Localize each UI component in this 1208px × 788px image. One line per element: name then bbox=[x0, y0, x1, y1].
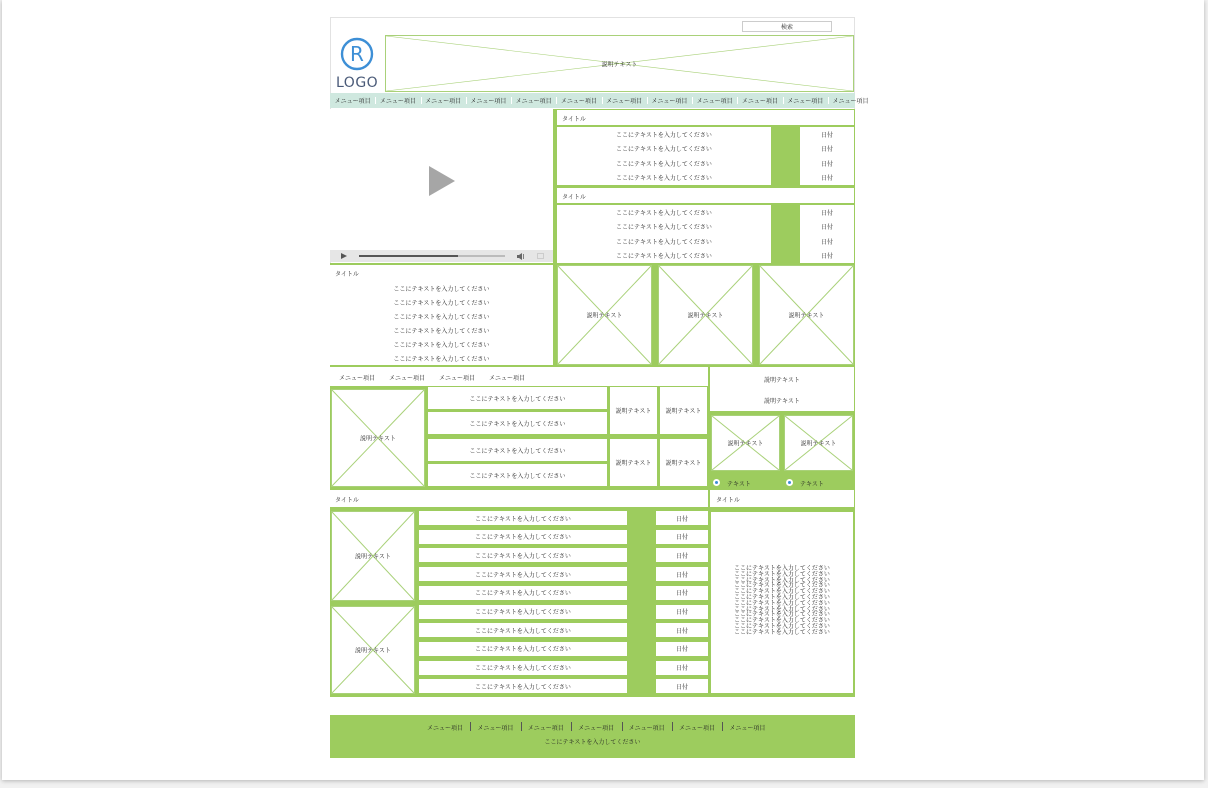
thumbnail-image bbox=[557, 265, 652, 365]
footer-menu-item[interactable]: メニュー項目 bbox=[729, 725, 766, 732]
table-title-bar bbox=[330, 490, 708, 507]
table-row-date bbox=[656, 642, 708, 656]
video-controls bbox=[330, 250, 553, 262]
menu-divider bbox=[692, 97, 693, 104]
table-row-date-text: 日付 bbox=[675, 571, 688, 579]
news-item-link[interactable]: ここにテキストを入力してください bbox=[616, 174, 712, 182]
table-title: タイトル bbox=[335, 497, 359, 504]
thumbnail-image-label: 説明テキスト bbox=[687, 312, 724, 320]
table-row-date-text: 日付 bbox=[675, 534, 688, 542]
footer-text: ここにテキストを入力してください bbox=[544, 739, 641, 746]
footer-divider bbox=[521, 722, 522, 731]
table-row-link[interactable] bbox=[419, 623, 627, 637]
top-menu-item[interactable]: メニュー項目 bbox=[425, 98, 462, 105]
menu-divider bbox=[828, 97, 829, 104]
menu-divider bbox=[375, 97, 376, 104]
footer-divider bbox=[722, 722, 723, 731]
info-row-2: 説明テキスト bbox=[764, 398, 800, 405]
text-list-1 bbox=[330, 265, 553, 365]
news-item-date: 日付 bbox=[820, 224, 833, 232]
table-row-link[interactable] bbox=[419, 642, 627, 656]
mid-text-row-label: ここにテキストを入力してください bbox=[469, 447, 566, 455]
side-box-line: ここにテキストを入力してください bbox=[734, 611, 830, 619]
video-seek-bar[interactable] bbox=[359, 255, 505, 257]
radio-label: テキスト bbox=[800, 481, 824, 488]
banner-image bbox=[385, 35, 854, 92]
table-row-date-text: 日付 bbox=[675, 590, 688, 598]
footer-menu-item[interactable]: メニュー項目 bbox=[628, 725, 665, 732]
logo[interactable] bbox=[334, 36, 386, 91]
table-row-text: ここにテキストを入力してください bbox=[475, 609, 571, 616]
table-row-date bbox=[656, 586, 708, 600]
mid-text-row[interactable] bbox=[428, 439, 607, 461]
mid-text-row-label: ここにテキストを入力してください bbox=[469, 472, 566, 480]
news-item-link[interactable]: ここにテキストを入力してください bbox=[616, 160, 712, 168]
table-row-date-text: 日付 bbox=[675, 515, 688, 523]
search-label: 検索 bbox=[780, 24, 793, 31]
table-row-date bbox=[656, 548, 708, 562]
news-item-link[interactable]: ここにテキストを入力してください bbox=[616, 252, 712, 260]
thumbnail-image bbox=[759, 265, 854, 365]
radio-option[interactable] bbox=[713, 478, 773, 487]
footer-menu-item[interactable]: メニュー項目 bbox=[578, 725, 615, 732]
thumbnail-image-label: 説明テキスト bbox=[586, 312, 623, 320]
menu-divider bbox=[647, 97, 648, 104]
footer-menu-item[interactable]: メニュー項目 bbox=[678, 725, 715, 732]
table-row-date bbox=[656, 623, 708, 637]
table-image bbox=[331, 606, 415, 694]
table-image bbox=[331, 511, 415, 601]
side-box-title: タイトル bbox=[716, 497, 740, 504]
side-box-line: ここにテキストを入力してください bbox=[734, 576, 830, 584]
table-row-text: ここにテキストを入力してください bbox=[475, 515, 571, 523]
mid-text-row[interactable] bbox=[428, 387, 607, 409]
table-row-link[interactable] bbox=[419, 530, 627, 544]
top-menu-item[interactable]: メニュー項目 bbox=[741, 98, 778, 105]
table-row-link[interactable] bbox=[419, 661, 627, 675]
footer-menu-item[interactable]: メニュー項目 bbox=[527, 725, 564, 732]
video-player[interactable] bbox=[330, 109, 553, 262]
news-list-2 bbox=[557, 188, 854, 263]
footer-menu-item[interactable]: メニュー項目 bbox=[426, 725, 463, 732]
top-menu-item[interactable]: メニュー項目 bbox=[560, 98, 597, 105]
table-row-link[interactable] bbox=[419, 511, 627, 525]
mid-cell-label: 説明テキスト bbox=[665, 460, 702, 467]
list-item-link[interactable]: ここにテキストを入力してください bbox=[393, 356, 490, 363]
list-item-link[interactable]: ここにテキストを入力してください bbox=[393, 342, 490, 349]
side-title-bar bbox=[710, 490, 854, 507]
list-item-link[interactable]: ここにテキストを入力してください bbox=[393, 300, 490, 307]
thumbnail-image bbox=[658, 265, 753, 365]
side-box-line: ここにテキストを入力してください bbox=[734, 605, 830, 613]
mid-cell[interactable] bbox=[610, 387, 657, 434]
footer-divider bbox=[622, 722, 623, 731]
table-row-text: ここにテキストを入力してください bbox=[475, 683, 571, 691]
volume-icon[interactable] bbox=[517, 253, 526, 260]
mid-cell-label: 説明テキスト bbox=[665, 408, 702, 415]
table-row-date-text: 日付 bbox=[675, 552, 688, 560]
table-row-date bbox=[656, 530, 708, 544]
sub-nav-menu bbox=[330, 367, 708, 386]
news-item-date: 日付 bbox=[820, 132, 833, 139]
radio-button[interactable] bbox=[713, 479, 720, 486]
news-item-link[interactable]: ここにテキストを入力してください bbox=[616, 132, 712, 139]
table-row-text: ここにテキストを入力してください bbox=[475, 590, 571, 598]
top-menu-item[interactable]: メニュー項目 bbox=[470, 98, 507, 105]
table-row-date-text: 日付 bbox=[675, 609, 688, 616]
menu-divider bbox=[421, 97, 422, 104]
mid-text-row[interactable] bbox=[428, 412, 607, 434]
table-row-link[interactable] bbox=[419, 548, 627, 562]
news-item-date: 日付 bbox=[820, 252, 833, 260]
side-box-line: ここにテキストを入力してください bbox=[734, 623, 830, 630]
table-row-date bbox=[656, 679, 708, 693]
side-image bbox=[784, 415, 853, 471]
menu-divider bbox=[556, 97, 557, 104]
footer-spacer bbox=[330, 697, 855, 715]
top-menu-item[interactable]: メニュー項目 bbox=[379, 98, 416, 105]
news-item-date: 日付 bbox=[820, 210, 833, 217]
list-item-link[interactable]: ここにテキストを入力してください bbox=[393, 328, 490, 335]
mid-text-row[interactable] bbox=[428, 464, 607, 486]
fullscreen-icon[interactable] bbox=[537, 253, 544, 259]
mid-text-row-label: ここにテキストを入力してください bbox=[469, 420, 566, 428]
news-item-date: 日付 bbox=[820, 174, 833, 182]
top-menu-item[interactable]: メニュー項目 bbox=[651, 98, 688, 105]
table-row-text: ここにテキストを入力してください bbox=[475, 571, 571, 579]
list-item-link[interactable]: ここにテキストを入力してください bbox=[393, 286, 490, 293]
menu-divider bbox=[602, 97, 603, 104]
side-image bbox=[711, 415, 780, 471]
news-item-link[interactable]: ここにテキストを入力してください bbox=[616, 146, 712, 154]
side-box-line: ここにテキストを入力してください bbox=[734, 617, 830, 625]
side-box-line: ここにテキストを入力してください bbox=[734, 565, 830, 572]
side-box-line: ここにテキストを入力してください bbox=[734, 599, 830, 607]
mid-right-info bbox=[710, 367, 854, 411]
footer bbox=[330, 715, 855, 758]
footer-divider bbox=[672, 722, 673, 731]
top-menu-item[interactable]: メニュー項目 bbox=[787, 98, 824, 105]
table-row-text: ここにテキストを入力してください bbox=[475, 534, 571, 542]
side-box-line: ここにテキストを入力してください bbox=[734, 594, 830, 601]
side-text-box bbox=[711, 512, 853, 693]
table-row-link[interactable] bbox=[419, 679, 627, 693]
table-row-text: ここにテキストを入力してください bbox=[475, 552, 571, 560]
play-small-icon[interactable] bbox=[341, 253, 347, 259]
news-title: タイトル bbox=[562, 194, 586, 201]
table-row-date-text: 日付 bbox=[675, 665, 688, 673]
side-box-line: ここにテキストを入力してください bbox=[734, 570, 830, 578]
menu-divider bbox=[783, 97, 784, 104]
sub-menu-item[interactable]: メニュー項目 bbox=[439, 375, 476, 382]
banner-label: 説明テキスト bbox=[601, 61, 638, 68]
thumbnail-image-label: 説明テキスト bbox=[788, 312, 825, 320]
table-row-date-text: 日付 bbox=[675, 627, 688, 635]
top-menu-item[interactable]: メニュー項目 bbox=[515, 98, 552, 105]
radio-label: テキスト bbox=[727, 481, 751, 488]
sub-menu-item[interactable]: メニュー項目 bbox=[389, 375, 426, 382]
menu-divider bbox=[737, 97, 738, 104]
footer-divider bbox=[571, 722, 572, 731]
table-row-link[interactable] bbox=[419, 586, 627, 600]
table-row-text: ここにテキストを入力してください bbox=[475, 665, 571, 673]
info-row-1: 説明テキスト bbox=[764, 377, 800, 384]
radio-button[interactable] bbox=[786, 479, 793, 486]
news-item-date: 日付 bbox=[820, 238, 833, 246]
news-title-bar bbox=[557, 188, 854, 203]
side-box-line: ここにテキストを入力してください bbox=[734, 588, 830, 596]
mid-cell[interactable] bbox=[610, 439, 657, 486]
mid-left-block bbox=[330, 386, 708, 488]
side-box-line: ここにテキストを入力してください bbox=[734, 582, 830, 590]
logo-text: LOGO bbox=[336, 75, 379, 91]
table-row-link[interactable] bbox=[419, 567, 627, 581]
top-nav-menu bbox=[330, 93, 869, 108]
table-row-text: ここにテキストを入力してください bbox=[475, 627, 571, 635]
news-list-1 bbox=[557, 110, 854, 185]
table-row-date bbox=[656, 567, 708, 581]
table-row-date-text: 日付 bbox=[675, 683, 688, 691]
mid-cell[interactable] bbox=[660, 387, 707, 434]
sub-menu-item[interactable]: メニュー項目 bbox=[339, 375, 376, 382]
header-top-bar bbox=[330, 18, 855, 35]
menu-divider bbox=[511, 97, 512, 104]
side-image-label: 説明テキスト bbox=[800, 440, 837, 448]
side-box-line: ここにテキストを入力してください bbox=[734, 628, 830, 636]
logo-mark: R bbox=[350, 42, 364, 66]
mid-cell-label: 説明テキスト bbox=[615, 460, 652, 467]
search-input[interactable] bbox=[742, 21, 832, 32]
table-image-label: 説明テキスト bbox=[355, 553, 391, 561]
play-icon[interactable] bbox=[429, 166, 455, 196]
table-row-link[interactable] bbox=[419, 605, 627, 619]
news-item-date: 日付 bbox=[820, 146, 833, 154]
thumbnail-row bbox=[557, 265, 854, 365]
news-item-date: 日付 bbox=[820, 160, 833, 168]
mid-cell-label: 説明テキスト bbox=[615, 408, 652, 415]
menu-divider bbox=[466, 97, 467, 104]
table-row-date bbox=[656, 511, 708, 525]
radio-option[interactable] bbox=[786, 478, 846, 487]
top-menu-item[interactable]: メニュー項目 bbox=[606, 98, 643, 105]
list-title: タイトル bbox=[335, 271, 359, 278]
news-item-link[interactable]: ここにテキストを入力してください bbox=[616, 224, 712, 232]
footer-divider bbox=[470, 722, 471, 731]
video-seek-progress bbox=[359, 255, 458, 257]
top-menu-item[interactable]: メニュー項目 bbox=[832, 98, 869, 105]
news-item-link[interactable]: ここにテキストを入力してください bbox=[616, 210, 712, 217]
feature-image-label: 説明テキスト bbox=[360, 435, 396, 443]
mid-right-block bbox=[710, 367, 854, 489]
news-title-bar bbox=[557, 110, 854, 125]
news-title: タイトル bbox=[562, 116, 586, 123]
mid-cell[interactable] bbox=[660, 439, 707, 486]
list-item-link[interactable]: ここにテキストを入力してください bbox=[393, 314, 490, 321]
top-menu-item[interactable]: メニュー項目 bbox=[696, 98, 733, 105]
table-row-date bbox=[656, 661, 708, 675]
table-row-date-text: 日付 bbox=[675, 646, 688, 654]
table-row-date bbox=[656, 605, 708, 619]
table-row-text: ここにテキストを入力してください bbox=[475, 646, 571, 654]
top-menu-item[interactable]: メニュー項目 bbox=[334, 98, 371, 105]
mid-text-row-label: ここにテキストを入力してください bbox=[469, 395, 566, 403]
sub-menu-item[interactable]: メニュー項目 bbox=[489, 375, 526, 382]
footer-menu-item[interactable]: メニュー項目 bbox=[477, 725, 514, 732]
news-item-link[interactable]: ここにテキストを入力してください bbox=[616, 238, 712, 246]
feature-image bbox=[331, 389, 425, 487]
table-block bbox=[330, 508, 708, 697]
side-image-label: 説明テキスト bbox=[727, 440, 764, 448]
table-image-label: 説明テキスト bbox=[355, 647, 391, 655]
